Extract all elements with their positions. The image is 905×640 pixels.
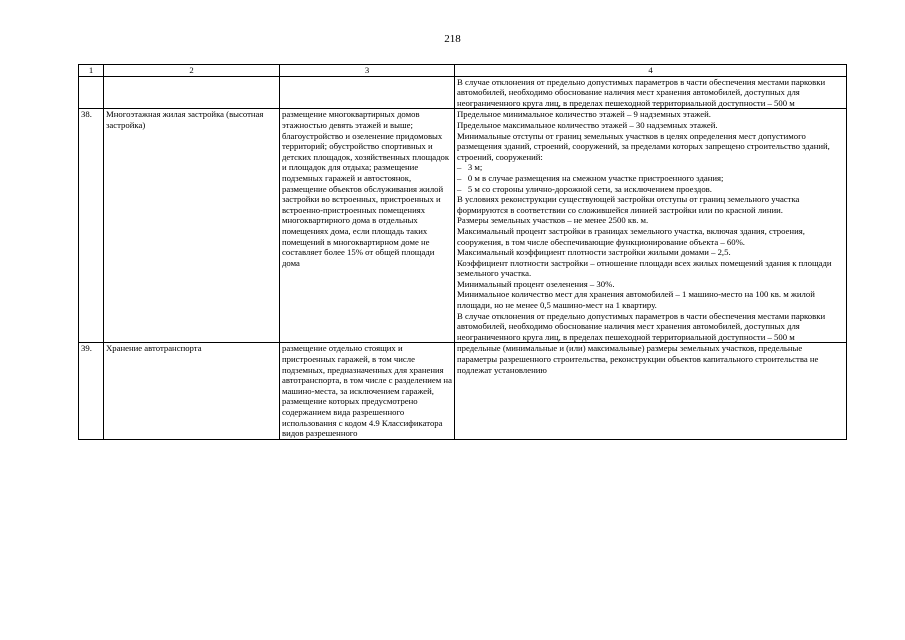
use-description-cell: размещение многоквартирных домов этажностью девять этажей и выше; благоустройство и озеленение придомовых территорий; обустройство спортивных и детских площадок, хозяйственных площадок и площадок для отдыха; размещение подземных гаражей и автостоянок, размещение объектов обслуживания жилой застройки во встроенных, пристроенных и встроенно-пристроенных помещениях многоквартирного дома в отдельных помещениях дома, если площадь таких помещений в многоквартирном доме не составляет более 15% от общей площади дома <box>280 109 455 343</box>
param-text: Предельное максимальное количество этажей – 30 надземных этажей. <box>457 119 718 130</box>
use-name-cell: Хранение автотранспорта <box>104 343 280 439</box>
page-number: 218 <box>444 33 461 45</box>
param-text: Минимальные отступы от границ земельных участков в целях определения мест допустимого размещения зданий, строений, сооружений, за пределами которых запрещено строительство зданий, строений, сооружений: <box>457 130 830 162</box>
use-name-cell: Многоэтажная жилая застройка (высотная застройка) <box>104 109 280 343</box>
table-row <box>79 109 847 343</box>
table-header-row <box>79 65 847 77</box>
param-text: Предельное минимальное количество этажей – 9 надземных этажей. <box>457 109 711 120</box>
param-text: Максимальный коэффициент плотности застройки жилыми домами – 2,5. <box>457 247 731 258</box>
parameters-cell <box>455 76 847 109</box>
list-item: – 3 м; <box>457 162 483 173</box>
use-description-cell <box>280 76 455 109</box>
table-row <box>79 343 847 439</box>
list-item: – 5 м со стороны улично-дорожной сети, за исключением проездов. <box>457 183 712 194</box>
parameters-cell <box>455 109 847 343</box>
column-header-3: 3 <box>280 65 455 77</box>
table-row <box>79 76 847 109</box>
param-text: Коэффициент плотности застройки – отношение площади всех жилых помещений здания к площади земельного участка. <box>457 257 832 279</box>
param-text: Размеры земельных участков – не менее 2500 кв. м. <box>457 215 649 226</box>
column-header-2: 2 <box>104 65 280 77</box>
column-header-4: 4 <box>455 65 847 77</box>
list-item: – 0 м в случае размещения на смежном участке пристроенного здания; <box>457 172 724 183</box>
param-text: В условиях реконструкции существующей застройки отступы от границ земельного участка формируются в соответствии со сложившейся линией застройки или по красной линии. <box>457 194 800 215</box>
use-name-cell <box>104 76 280 109</box>
column-header-1: 1 <box>79 65 104 77</box>
param-text: Минимальное количество мест для хранения автомобилей – 1 машино-место на 100 кв. м жилой площади, но не менее 0,5 машино-мест на 1 квартиру. <box>457 289 815 311</box>
row-number-cell: 39. <box>79 343 104 439</box>
param-text: В случае отклонения от предельно допустимых параметров в части обеспечения местами парковки автомобилей, необходимо обоснование наличия мест хранения автомобилей, доступных для неограниченного круга лиц, в пределах пешеходной территориальной доступности – 500 м <box>457 310 826 342</box>
param-text: Максимальный процент застройки в границах земельного участка, включая здания, строения, сооружения, в том числе обеспечивающие функционирование объекта – 60%. <box>457 225 805 247</box>
parameters-cell: предельные (минимальные и (или) максимальные) размеры земельных участков, предельные параметры разрешенного строительства, реконструкции объектов капитального строительства не подлежат установлению <box>455 343 847 439</box>
parking-deviation-text: В случае отклонения от предельно допустимых параметров в части обеспечения местами парковки автомобилей, необходимо обоснование наличия мест хранения автомобилей, доступных для неограниченного круга лиц, в пределах пешеходной территориальной доступности – 500 м <box>457 76 826 108</box>
regulation-table <box>78 64 847 440</box>
use-description-cell: размещение отдельно стоящих и пристроенных гаражей, в том числе подземных, предназначенных для хранения автотранспорта, в том числе с разделением на машино-места, за исключением гаражей, размещение которых предусмотрено содержанием вида разрешенного использования с кодом 4.9 Классификатора видов разрешенного <box>280 343 455 439</box>
row-number-cell <box>79 76 104 109</box>
param-text: Минимальный процент озеленения – 30%. <box>457 278 615 289</box>
row-number-cell: 38. <box>79 109 104 343</box>
